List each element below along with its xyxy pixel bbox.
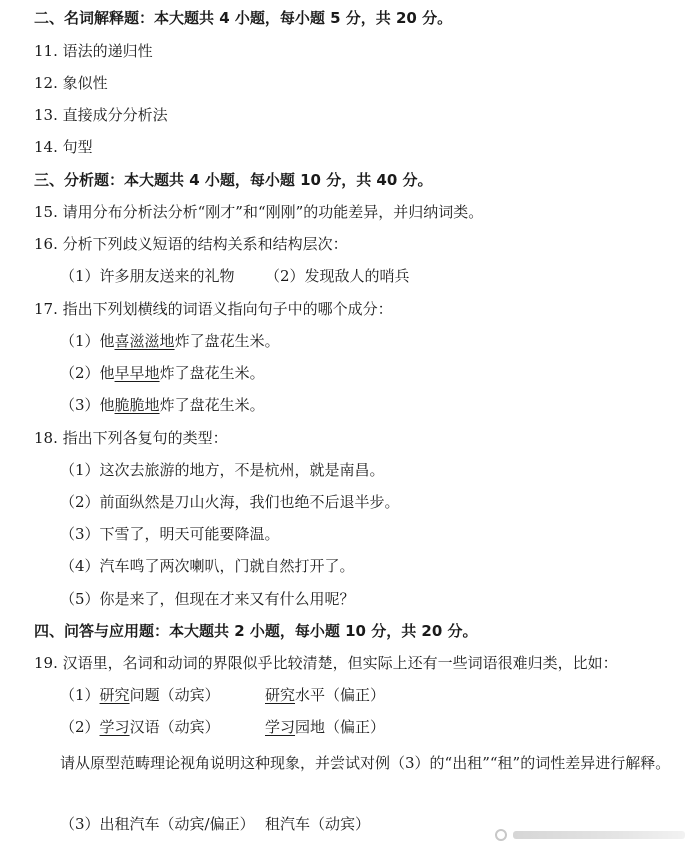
question-17-stem: 17. 指出下列划横线的词语义指向句子中的哪个成分：: [34, 300, 393, 318]
underlined-phrase: 研究: [265, 686, 296, 704]
question-16-stem: 16. 分析下列歧义短语的结构关系和结构层次：: [34, 235, 348, 253]
question-16-item-2: （2）发现敌人的哨兵: [265, 267, 410, 285]
underlined-phrase: 学习: [265, 718, 296, 736]
watermark: [495, 826, 685, 843]
section-heading-2: 二、名词解释题：本大题共 4 小题，每小题 5 分，共 20 分。: [34, 9, 453, 27]
section-heading-3: 三、分析题：本大题共 4 小题，每小题 10 分，共 40 分。: [34, 171, 433, 189]
question-12: 12. 象似性: [34, 74, 108, 92]
question-16-items: [60, 264, 410, 288]
watermark-icon: [495, 829, 507, 841]
question-15: 15. 请用分布分析法分析“刚才”和“刚刚”的功能差异，并归纳词类。: [34, 203, 484, 221]
question-19-row-3: （3）出租汽车（动宾/偏正） 租汽车（动宾）: [60, 812, 255, 836]
underlined-phrase: 脆脆地: [114, 396, 160, 414]
question-17-item-2: （2）他早早地炸了盘花生米。: [60, 364, 265, 382]
watermark-text-blurred: [513, 831, 685, 839]
underlined-phrase: 喜滋滋地: [114, 332, 175, 350]
underlined-phrase: 早早地: [114, 364, 160, 382]
question-18-item-3: （3）下雪了，明天可能要降温。: [60, 525, 280, 543]
underlined-phrase: 学习: [99, 718, 130, 736]
question-18-item-1: （1）这次去旅游的地方，不是杭州，就是南昌。: [60, 461, 385, 479]
question-16-item-1: （1）许多朋友送来的礼物: [60, 267, 235, 285]
question-19-stem: 19. 汉语里，名词和动词的界限似乎比较清楚，但实际上还有一些词语很难归类，比如：: [34, 654, 618, 672]
question-14: 14. 句型: [34, 138, 93, 156]
question-11: 11. 语法的递归性: [34, 42, 153, 60]
question-18-stem: 18. 指出下列各复句的类型：: [34, 429, 228, 447]
question-19-row-2-col-2: 学习园地（偏正）: [265, 718, 386, 736]
question-17-item-3: （3）他脆脆地炸了盘花生米。: [60, 396, 265, 414]
underlined-phrase: 研究: [99, 686, 130, 704]
question-18-item-5: （5）你是来了，但现在才来又有什么用呢？: [60, 590, 355, 608]
question-17-item-1: （1）他喜滋滋地炸了盘花生米。: [60, 332, 280, 350]
question-19-row-1-col-2: 研究水平（偏正）: [265, 686, 386, 704]
question-19-row-1: （1）研究问题（动宾） 研究水平（偏正）: [60, 683, 220, 707]
question-19-row-3-col-2: 租汽车（动宾）: [265, 815, 371, 833]
question-18-item-2: （2）前面纵然是刀山火海，我们也绝不后退半步。: [60, 493, 400, 511]
section-heading-4: 四、问答与应用题：本大题共 2 小题，每小题 10 分，共 20 分。: [34, 622, 478, 640]
question-13: 13. 直接成分分析法: [34, 106, 168, 124]
question-18-item-4: （4）汽车鸣了两次喇叭，门就自然打开了。: [60, 557, 355, 575]
question-19-paragraph: 请从原型范畴理论视角说明这种现象，并尝试对例（3）的“出租”“租”的词性差异进行解释。: [60, 754, 671, 772]
question-19-row-2: （2）学习汉语（动宾） 学习园地（偏正）: [60, 715, 220, 739]
